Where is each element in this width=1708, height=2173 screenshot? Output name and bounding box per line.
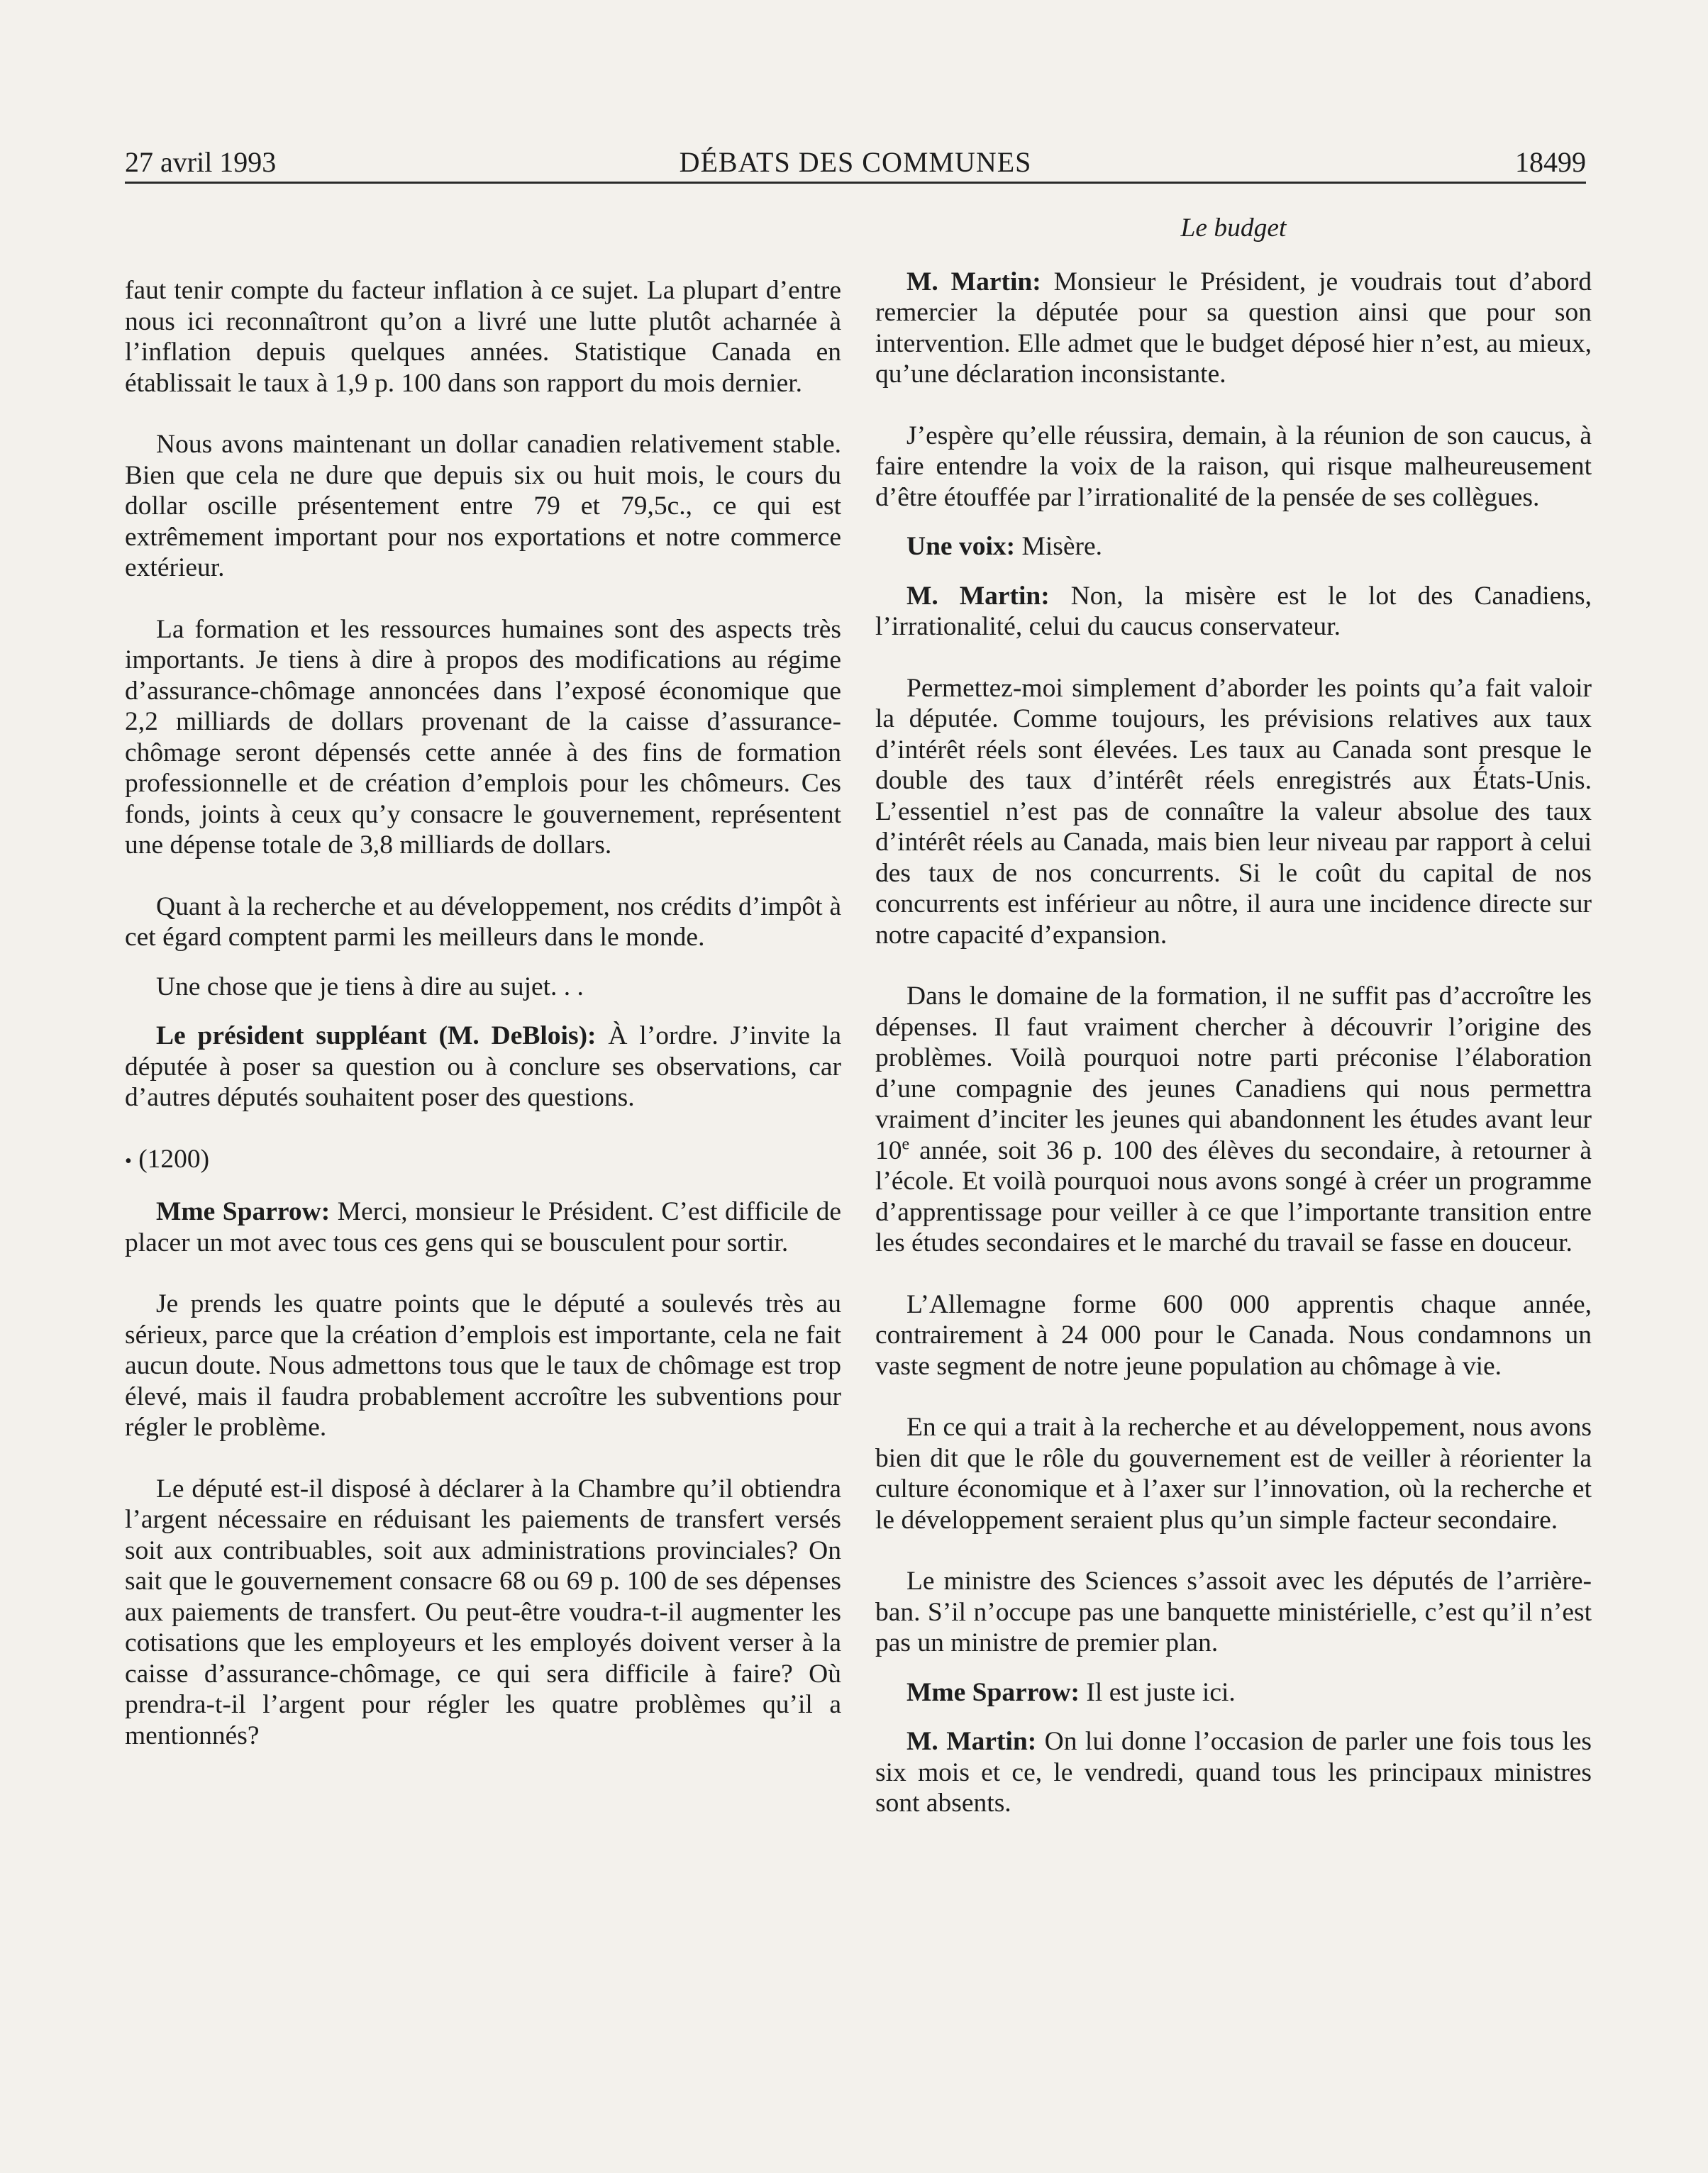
paragraph: Une chose que je tiens à dire au sujet. . . — [156, 972, 584, 1001]
speaker-name: Le président suppléant (M. DeBlois): — [156, 1021, 597, 1050]
speech-text: Merci, monsieur le Président. C’est difficile de placer un mot avec tous ces gens qui se bousculent pour sortir. — [125, 1197, 842, 1257]
bullet-icon: • — [125, 1150, 132, 1172]
paragraph: faut tenir compte du facteur inflation à ce sujet. La plupart d’entre nous ici reconnaîtront qu’on a livré une lutte plutôt acharnée à l’inflation depuis quelques années. Statistique Canada en établissait le taux à 1,9 p. 100 dans son rapport du mois dernier. — [125, 276, 841, 398]
paragraph: En ce qui a trait à la recherche et au développement, nous avons bien dit que le rôle du gouvernement est de veiller à réorienter la culture économique et à l’axer sur l’innovation, où la recherche et le développement seraient plus qu’un simple facteur secondaire. — [875, 1413, 1592, 1535]
left-column — [125, 275, 841, 1782]
paragraph: Permettez-moi simplement d’aborder les points qu’a fait valoir la députée. Comme toujours, les prévisions relatives aux taux d’intérêt réels sont élevées. Les taux au Canada sont presque le double des taux d’intérêt réels enregistrés aux États-Unis. L’essentiel n’est pas de connaître la valeur absolue des taux d’intérêt réels au Canada, mais bien leur niveau par rapport à celui des taux de nos concurrents. Si le coût du capital de nos concurrents est inférieur au nôtre, il aura une incidence directe sur notre capacité d’expansion. — [875, 673, 1592, 950]
speech-paragraph — [125, 1196, 841, 1258]
superscript: e — [902, 1135, 910, 1153]
header-page-number: 18499 — [1515, 146, 1586, 178]
paragraph: Quant à la recherche et au développement, nos crédits d’impôt à cet égard comptent parmi les meilleurs dans le monde. — [125, 891, 841, 952]
header-rule — [125, 182, 1586, 184]
speech-paragraph — [875, 267, 1592, 390]
speaker-name: M. Martin: — [906, 267, 1041, 296]
speech-text: À l’ordre. J’invite la députée à poser sa question ou à conclure ses observations, car d’autres députés souhaitent poser des questions. — [125, 1021, 841, 1112]
speech-paragraph — [875, 1726, 1592, 1819]
time-stamp — [125, 1144, 841, 1177]
speaker-name: Une voix: — [906, 532, 1016, 561]
header-title: DÉBATS DES COMMUNES — [679, 146, 1032, 178]
speech-text: Monsieur le Président, je voudrais tout d’abord remercier la députée pour sa question ainsi que pour son intervention. Elle admet que le budget déposé hier n’est, au mieux, qu’une déclaration inconsistante. — [875, 267, 1592, 389]
speaker-name: M. Martin: — [906, 581, 1050, 611]
paragraph: Nous avons maintenant un dollar canadien relativement stable. Bien que cela ne dure que depuis six ou huit mois, le cours du dollar oscille présentement entre 79 et 79,5c., ce qui est extrêmement important pour nos exportations et notre commerce extérieur. — [125, 430, 841, 582]
paragraph: La formation et les ressources humaines sont des aspects très importants. Je tiens à dire à propos des modifications au régime d’assurance-chômage annoncées dans l’exposé économique que 2,2 milliards de dollars provenant de la caisse d’assurance-chômage seront dépensés cette année à des fins de formation professionnelle et de création d’emplois pour les chômeurs. Ces fonds, joints à ceux qu’y consacre le gouvernement, représentent une dépense totale de 3,8 milliards de dollars. — [125, 614, 841, 860]
speaker-name: M. Martin: — [906, 1727, 1037, 1756]
speech-paragraph — [875, 1677, 1592, 1708]
paragraph: J’espère qu’elle réussira, demain, à la réunion de son caucus, à faire entendre la voix de la raison, qui risque malheureusement d’être étouffée par l’irrationalité de la pensée de ses collègues. — [875, 421, 1592, 512]
paragraph — [875, 981, 1592, 1259]
right-column — [875, 213, 1592, 1850]
speaker-name: Mme Sparrow: — [156, 1197, 331, 1226]
speech-paragraph — [875, 581, 1592, 643]
speech-paragraph — [125, 1021, 841, 1113]
time-stamp-text: (1200) — [138, 1144, 210, 1174]
speaker-name: Mme Sparrow: — [906, 1677, 1080, 1707]
speech-text: Il est juste ici. — [1086, 1677, 1236, 1707]
speech-paragraph — [875, 531, 1592, 562]
paragraph: Le député est-il disposé à déclarer à la Chambre qu’il obtiendra l’argent nécessaire en réduisant les paiements de transfert versés soit aux contribuables, soit aux administrations provinciales? On sait que le gouvernement consacre 68 ou 69 p. 100 de ses dépenses aux paiements de transfert. Ou peut-être voudra-t-il augmenter les cotisations que les employeurs et les employés doivent verser à la caisse d’assurance-chômage, ce qui sera difficile à faire? Où prendra-t-il l’argent pour régler les quatre problèmes qu’il a mentionnés? — [125, 1474, 841, 1750]
paragraph-text: Dans le domaine de la formation, il ne suffit pas d’accroître les dépenses. Il faut vraiment chercher à découvrir l’origine des problèmes. Voilà pourquoi notre parti préconise l’élaboration d’une compagnie des jeunes Canadiens qui nous permettra vraiment d’inciter les jeunes qui abandonnent les études avant leur 10 — [875, 982, 1592, 1165]
page-header — [125, 140, 1586, 184]
paragraph: L’Allemagne forme 600 000 apprentis chaque année, contrairement à 24 000 pour le Canada. Nous condamnons un vaste segment de notre jeune population au chômage à vie. — [875, 1289, 1592, 1381]
header-date: 27 avril 1993 — [125, 146, 277, 178]
paragraph-text: année, soit 36 p. 100 des élèves du secondaire, à retourner à l’école. Et voilà pourquoi nous avons songé à créer un programme d’apprentissage pour veiller à ce que l’importante transition entre les études secondaires et le marché du travail se fasse en douceur. — [875, 1135, 1592, 1257]
speech-text: On lui donne l’occasion de parler une fois tous les six mois et ce, le vendredi, quand tous les principaux ministres sont absents. — [875, 1727, 1592, 1818]
section-title: Le budget — [1180, 213, 1287, 243]
paragraph: Le ministre des Sciences s’assoit avec les députés de l’arrière-ban. S’il n’occupe pas une banquette ministérielle, c’est qu’il n’est pas un ministre de premier plan. — [875, 1567, 1592, 1657]
speech-text: Misère. — [1021, 532, 1103, 561]
paragraph: Je prends les quatre points que le député a soulevés très au sérieux, parce que la création d’emplois est importante, cela ne fait aucun doute. Nous admettons tous que le taux de chômage est trop élevé, mais il faudra probablement accroître les subventions pour régler le problème. — [125, 1289, 841, 1442]
speech-text: Non, la misère est le lot des Canadiens, l’irrationalité, celui du caucus conservateur. — [875, 581, 1592, 641]
